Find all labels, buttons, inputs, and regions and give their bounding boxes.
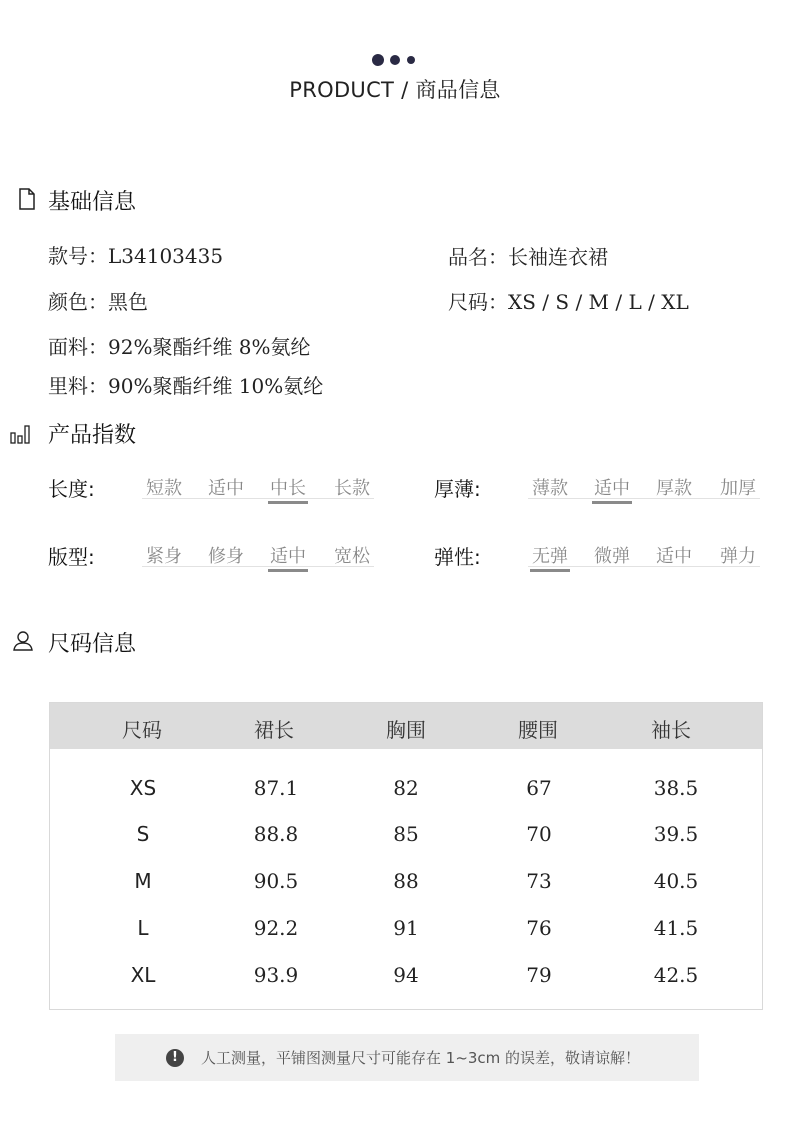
attr-option: 宽松 [334,546,370,567]
notice-text: 人工测量，平铺图测量尺寸可能存在 1~3cm 的误差，敬请谅解！ [201,1049,641,1067]
column-header: 袖长 [651,718,691,742]
attr-label-thickness: 厚薄: [434,477,481,501]
section-title-basic: 基础信息 [48,190,137,215]
table-cell: L [137,916,149,940]
table-cell: 88.8 [253,822,299,846]
decorative-dots [372,53,418,67]
attr-option: 适中 [656,546,692,567]
column-header: 胸围 [386,718,426,742]
attr-option: 薄款 [532,478,568,499]
attr-option: 厚款 [656,478,692,499]
attr-option: 长款 [334,478,370,499]
table-cell: 42.5 [653,963,699,987]
table-cell: XL [130,963,156,987]
bar-chart-icon [10,423,34,445]
table-cell: 70 [526,822,552,846]
attr-option: 短款 [146,478,182,499]
table-cell: 67 [526,776,552,800]
table-cell: 41.5 [653,916,699,940]
table-cell: 87.1 [253,776,299,800]
attr-label-elasticity: 弹性: [434,545,481,569]
document-icon [16,188,38,210]
page-title: PRODUCT / 商品信息 [289,78,501,102]
table-cell: 93.9 [253,963,299,987]
column-header: 裙长 [254,718,294,742]
table-cell: 39.5 [653,822,699,846]
column-header: 尺码 [122,718,162,742]
attr-option: 紧身 [146,546,182,567]
table-cell: 40.5 [653,869,699,893]
table-cell: 82 [393,776,419,800]
attr-option: 适中 [208,478,244,499]
attr-label-fit: 版型: [48,545,95,569]
attr-option-selected: 无弹 [530,542,570,572]
table-cell: 91 [393,916,419,940]
exclamation-circle-icon: ! [166,1049,184,1067]
table-cell: 73 [526,869,552,893]
table-cell: 94 [393,963,419,987]
table-cell: S [136,822,150,846]
attr-option: 加厚 [720,478,756,499]
attr-option: 弹力 [720,546,756,567]
section-title-index: 产品指数 [48,423,137,448]
table-cell: 90.5 [253,869,299,893]
table-header [50,703,762,749]
column-header: 腰围 [518,718,558,742]
table-cell: 92.2 [253,916,299,940]
lining-composition: 里料：90%聚酯纤维 10%氨纶 [48,374,324,398]
product-name: 品名：长袖连衣裙 [448,245,608,269]
attr-option-selected: 中长 [268,474,308,504]
person-icon [12,630,34,652]
attr-label-length: 长度: [48,477,95,501]
section-title-size: 尺码信息 [48,632,137,657]
fabric-composition: 面料：92%聚酯纤维 8%氨纶 [48,335,311,359]
table-cell: 88 [393,869,419,893]
product-color: 颜色：黑色 [48,290,148,314]
attr-option-selected: 适中 [268,542,308,572]
measurement-notice [115,1034,699,1081]
table-cell: M [134,869,152,893]
style-number: 款号：L34103435 [48,244,224,268]
table-cell: 79 [526,963,552,987]
available-sizes: 尺码：XS / S / M / L / XL [448,290,689,314]
table-cell: 38.5 [653,776,699,800]
table-cell: 76 [526,916,552,940]
attr-option: 修身 [208,546,244,567]
size-table [49,702,763,1010]
table-cell: XS [129,776,157,800]
attr-option-selected: 适中 [592,474,632,504]
table-cell: 85 [393,822,419,846]
attr-option: 微弹 [594,546,630,567]
